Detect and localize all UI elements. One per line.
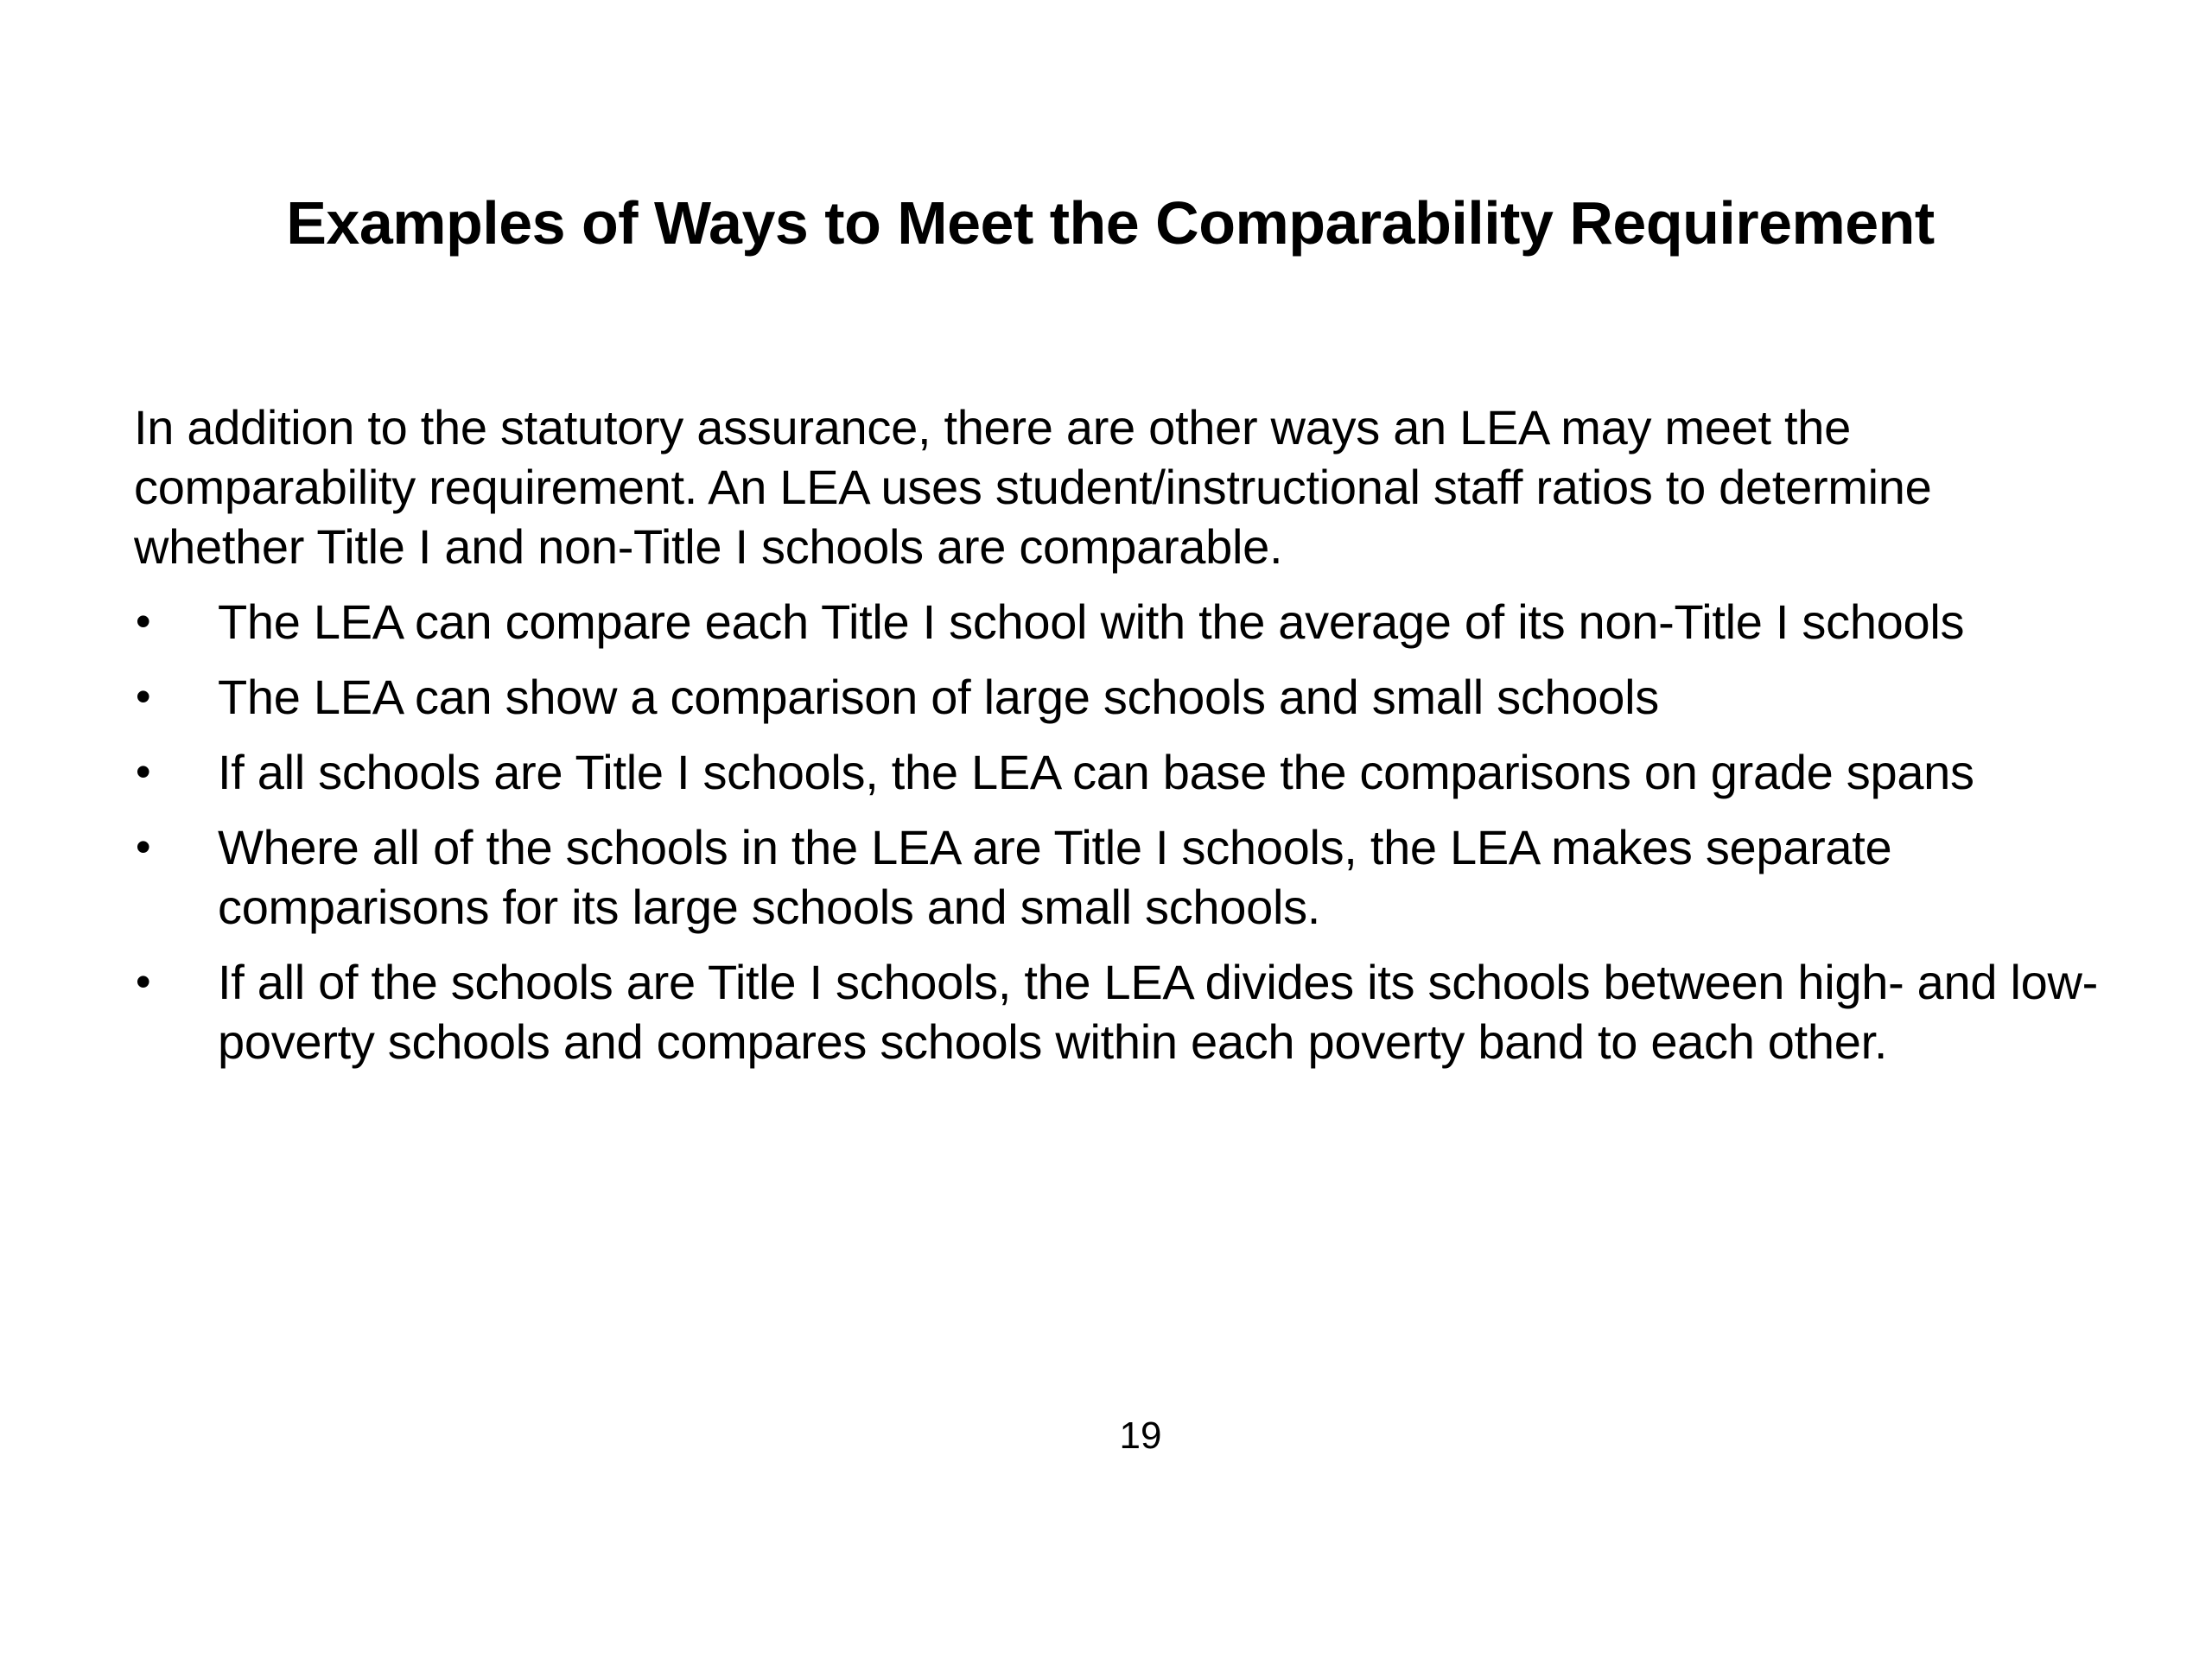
bullet-marker-icon: •: [136, 672, 151, 721]
bullet-marker-icon: •: [136, 957, 151, 1006]
slide-body: [134, 397, 2104, 1087]
bullet-marker-icon: •: [136, 597, 151, 645]
bullet-marker-icon: •: [136, 823, 151, 871]
bullet-item: [134, 742, 2104, 802]
bullet-text: If all schools are Title I schools, the LEA can base the comparisons on grade spans: [218, 745, 1974, 799]
bullet-text: Where all of the schools in the LEA are Title I schools, the LEA makes separate comparisons for its large schools and small schools.: [218, 820, 1892, 934]
bullet-text: If all of the schools are Title I schools, the LEA divides its schools between high- and low-poverty schools and compares schools within each poverty band to each other.: [218, 955, 2098, 1069]
bullet-text: The LEA can show a comparison of large schools and small schools: [218, 670, 1659, 724]
slide-title: Examples of Ways to Meet the Comparability Requirement: [286, 189, 1935, 257]
bullet-item: [134, 592, 2104, 652]
bullet-item: [134, 952, 2104, 1071]
bullet-marker-icon: •: [136, 747, 151, 796]
bullet-item: [134, 817, 2104, 937]
intro-paragraph: In addition to the statutory assurance, there are other ways an LEA may meet the comparability requirement. An LEA uses student/instructional staff ratios to determine whether Title I and non-Title I schools are comparable.: [134, 400, 1932, 574]
bullet-list: [134, 592, 2104, 1071]
bullet-item: [134, 667, 2104, 727]
bullet-text: The LEA can compare each Title I school with the average of its non-Title I schools: [218, 594, 1965, 649]
page-number: 19: [1119, 1414, 1162, 1457]
